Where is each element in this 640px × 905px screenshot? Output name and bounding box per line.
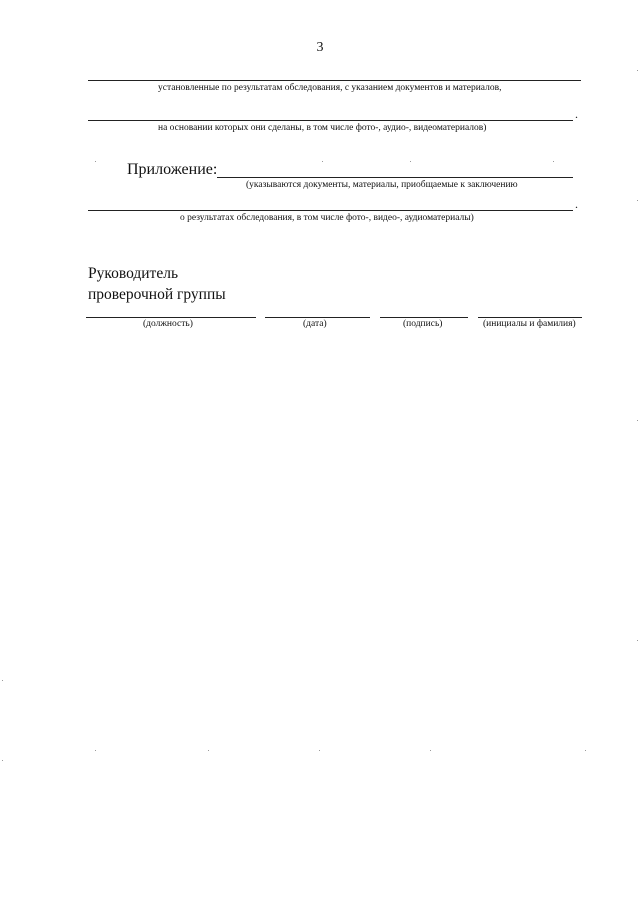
signature-line-position	[86, 317, 256, 318]
scan-speck	[637, 200, 638, 201]
signature-caption-signature: (подпись)	[403, 319, 443, 329]
signature-caption-date: (дата)	[303, 319, 327, 329]
scan-speck	[319, 750, 320, 751]
appendix-label: Приложение:	[127, 161, 218, 178]
scan-speck	[430, 750, 431, 751]
scan-speck	[637, 70, 638, 71]
signature-line-name	[478, 317, 582, 318]
scan-speck	[637, 420, 638, 421]
scan-speck	[2, 760, 3, 761]
findings-end-mark: .	[575, 107, 578, 121]
scan-speck	[208, 750, 209, 751]
appendix-end-mark: .	[575, 197, 578, 211]
scan-speck	[95, 161, 96, 162]
appendix-line-1	[217, 177, 573, 178]
scan-speck	[637, 640, 638, 641]
findings-line-2	[88, 120, 573, 121]
appendix-caption-line-1: (указываются документы, материалы, приобщаемые к заключению	[246, 180, 518, 190]
signature-caption-name: (инициалы и фамилия)	[483, 319, 576, 329]
signature-caption-position: (должность)	[143, 319, 193, 329]
findings-caption-line-1: установленные по результатам обследования, с указанием документов и материалов,	[158, 83, 502, 93]
scan-speck	[553, 161, 554, 162]
signatory-title-line-1: Руководитель	[88, 265, 179, 282]
appendix-line-2	[88, 210, 573, 211]
scan-speck	[322, 161, 323, 162]
scan-speck	[410, 161, 411, 162]
findings-caption-line-2: на основании которых они сделаны, в том числе фото-, аудио-, видеоматериалов)	[158, 123, 487, 133]
signatory-title-line-2: проверочной группы	[88, 286, 226, 303]
signature-line-date	[265, 317, 370, 318]
page-number: 3	[316, 40, 324, 55]
findings-line-1	[88, 80, 581, 81]
signature-line-signature	[380, 317, 468, 318]
scan-speck	[95, 750, 96, 751]
signatory-title	[88, 263, 226, 305]
scan-speck	[2, 680, 3, 681]
appendix-caption-line-2: о результатах обследования, в том числе фото-, видео-, аудиоматериалы)	[180, 213, 474, 223]
scan-speck	[585, 750, 586, 751]
